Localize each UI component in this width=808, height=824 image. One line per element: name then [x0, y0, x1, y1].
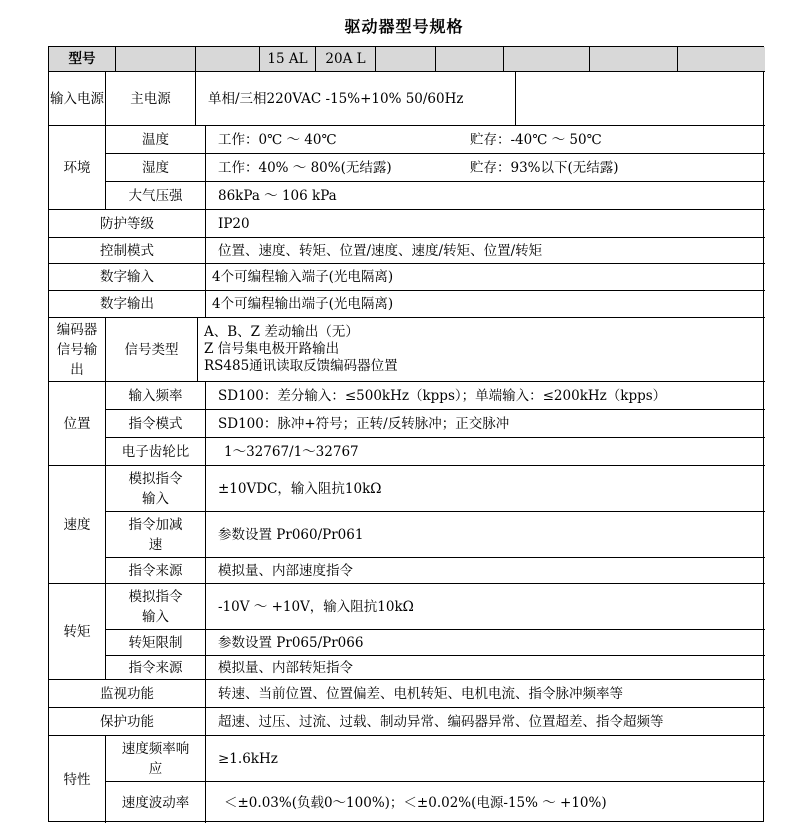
power-label: 主电源 — [105, 71, 195, 125]
control-mode-label: 控制模式 — [49, 237, 205, 263]
header-blank-cell — [435, 47, 503, 71]
character-response-label: 速度频率响应 — [105, 735, 205, 781]
speed-accel-label: 指令加减速 — [105, 511, 205, 557]
power-group-label: 输入电源 — [49, 71, 105, 125]
header-blank-cell — [195, 47, 259, 71]
torque-analog-label: 模拟指令输入 — [105, 583, 205, 629]
header-blank-cell — [589, 47, 677, 71]
protect-label: 保护功能 — [49, 707, 205, 735]
env-pressure-label: 大气压强 — [105, 181, 205, 209]
env-temp-value: 工作：0℃ ～ 40℃ 贮存：-40℃ ～ 50℃ — [205, 125, 765, 153]
torque-limit-label: 转矩限制 — [105, 629, 205, 655]
encoder-label: 信号类型 — [105, 317, 197, 381]
digital-output-value: 4个可编程输出端子(光电隔离) — [205, 290, 765, 317]
speed-group-label: 速度 — [49, 465, 105, 583]
power-value: 单相/三相220VAC -15%+10% 50/60Hz — [195, 71, 515, 125]
torque-source-label: 指令来源 — [105, 655, 205, 679]
character-ripple-value: ＜±0.03%(负载0～100%)；＜±0.02%(电源-15% ～ +10%) — [205, 781, 765, 823]
digital-input-value: 4个可编程输入端子(光电隔离) — [205, 263, 765, 290]
torque-analog-value: -10V ～ +10V，输入阻抗10kΩ — [205, 583, 765, 629]
torque-group-label: 转矩 — [49, 583, 105, 679]
digital-output-label: 数字输出 — [49, 290, 205, 317]
digital-input-label: 数字输入 — [49, 263, 205, 290]
header-model-label: 型号 — [49, 47, 115, 71]
power-blank-cell — [515, 71, 765, 125]
encoder-line: RS485通讯读取反馈编码器位置 — [204, 358, 398, 374]
control-mode-value: 位置、速度、转矩、位置/速度、速度/转矩、位置/转矩 — [205, 237, 765, 263]
page-title: 驱动器型号规格 — [344, 17, 464, 36]
speed-source-value: 模拟量、内部速度指令 — [205, 557, 765, 583]
character-group-label: 特性 — [49, 735, 105, 823]
speed-accel-value: 参数设置 Pr060/Pr061 — [205, 511, 765, 557]
monitor-label: 监视功能 — [49, 679, 205, 707]
position-gear-value: 1～32767/1～32767 — [205, 437, 765, 465]
env-pressure-value: 86kPa ～ 106 kPa — [205, 181, 765, 209]
position-mode-label: 指令模式 — [105, 409, 205, 437]
spec-table — [48, 46, 764, 822]
protection-level-label: 防护等级 — [49, 209, 205, 237]
torque-limit-value: 参数设置 Pr065/Pr066 — [205, 629, 765, 655]
position-gear-label: 电子齿轮比 — [105, 437, 205, 465]
protect-value: 超速、过压、过流、过载、制动异常、编码器异常、位置超差、指令超频等 — [205, 707, 765, 735]
position-group-label: 位置 — [49, 381, 105, 465]
env-humidity-label: 湿度 — [105, 153, 205, 181]
position-mode-value: SD100：脉冲+符号；正转/反转脉冲；正交脉冲 — [205, 409, 765, 437]
character-ripple-label: 速度波动率 — [105, 781, 205, 823]
speed-source-label: 指令来源 — [105, 557, 205, 583]
env-temp-label: 温度 — [105, 125, 205, 153]
header-model-15al: 15 AL — [259, 47, 315, 71]
header-blank-cell — [503, 47, 589, 71]
encoder-line: Z 信号集电极开路输出 — [204, 341, 340, 357]
monitor-value: 转速、当前位置、位置偏差、电机转矩、电机电流、指令脉冲频率等 — [205, 679, 765, 707]
position-freq-value: SD100：差分输入：≤500kHz（kpps）；单端输入：≤200kHz（kpps） — [205, 381, 765, 409]
env-humidity-value: 工作：40% ～ 80%(无结露) 贮存：93%以下(无结露) — [205, 153, 765, 181]
position-freq-label: 输入频率 — [105, 381, 205, 409]
header-model-20al: 20A L — [315, 47, 375, 71]
speed-analog-value: ±10VDC，输入阻抗10kΩ — [205, 465, 765, 511]
encoder-line: A、B、Z 差动输出（无） — [204, 324, 359, 340]
header-blank-cell — [677, 47, 765, 71]
header-blank-cell — [375, 47, 435, 71]
env-group-label: 环境 — [49, 125, 105, 209]
torque-source-value: 模拟量、内部转矩指令 — [205, 655, 765, 679]
encoder-group-label: 编码器信号输出 — [49, 317, 105, 381]
protection-level-value: IP20 — [205, 209, 765, 237]
encoder-value — [197, 317, 765, 381]
speed-analog-label: 模拟指令输入 — [105, 465, 205, 511]
character-response-value: ≥1.6kHz — [205, 735, 765, 781]
header-blank-cell — [115, 47, 195, 71]
